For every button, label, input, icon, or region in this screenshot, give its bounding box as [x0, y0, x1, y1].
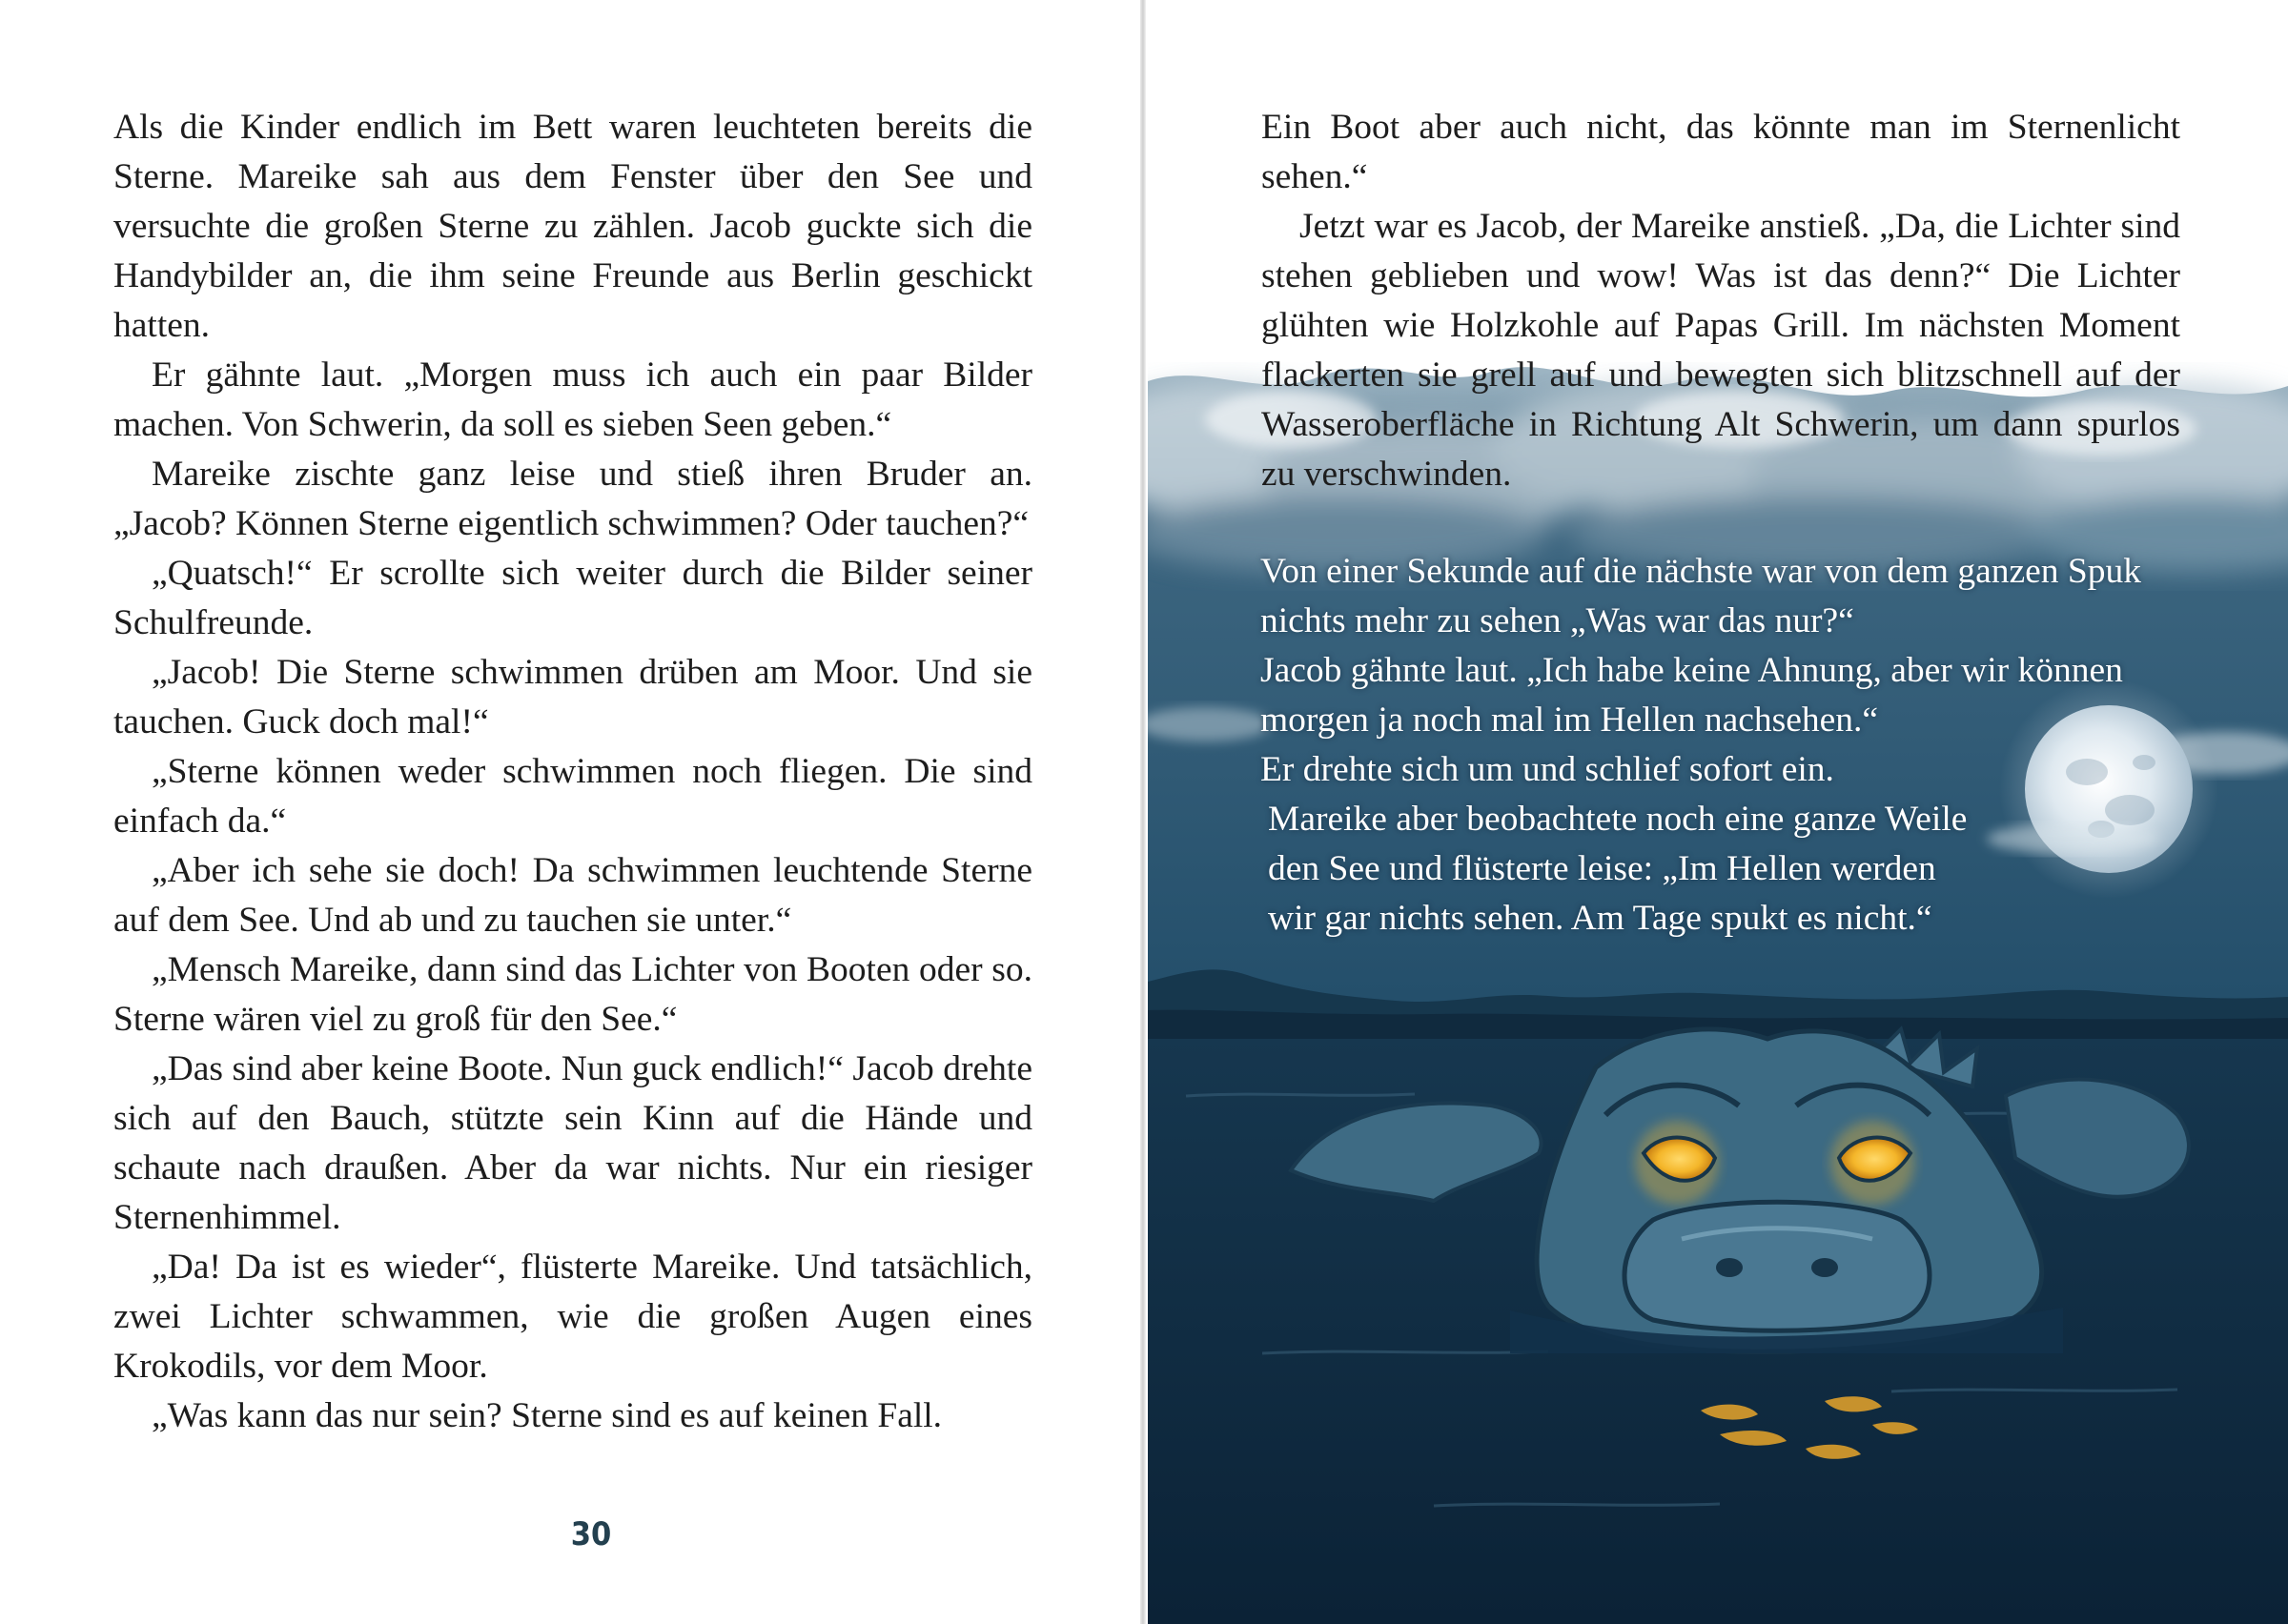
paragraph: Er gähnte laut. „Morgen muss ich auch ein paar Bilder machen. Von Schwerin, da soll es sieben Seen geben.“: [113, 355, 1032, 444]
text-line: nichts mehr zu sehen „Was war das nur?“: [1260, 601, 1854, 640]
paragraph: „Da! Da ist es wieder“, flüsterte Mareike. Und tatsächlich, zwei Lichter schwammen, wie die großen Augen eines Krokodils, vor dem Moor.: [113, 1248, 1032, 1386]
text-line: Jacob gähnte laut. „Ich habe keine Ahnung, aber wir können: [1260, 651, 2123, 690]
text-line: Von einer Sekunde auf die nächste war von dem ganzen Spuk: [1260, 552, 2142, 591]
page-number: 30: [570, 1515, 612, 1553]
text-line: wir gar nichts sehen. Am Tage spukt es nicht.“: [1268, 899, 1932, 938]
paragraph: „Das sind aber keine Boote. Nun guck endlich!“ Jacob drehte sich auf den Bauch, stützte sein Kinn auf die Hände und schaute nach draußen. Aber da war nichts. Nur ein riesiger Sternenhimmel.: [113, 1049, 1032, 1237]
paragraph: „Was kann das nur sein? Sterne sind es auf keinen Fall.: [152, 1396, 943, 1435]
paragraph: „Mensch Mareike, dann sind das Lichter von Booten oder so. Sterne wären viel zu groß für den See.“: [113, 950, 1032, 1039]
paragraph: Ein Boot aber auch nicht, das könnte man im Sternenlicht sehen.“: [1261, 108, 2180, 196]
paragraph: Als die Kinder endlich im Bett waren leuchteten bereits die Sterne. Mareike sah aus dem Fenster über den See und versuchte die großen Sterne zu zählen. Jacob guckte sich die Handybilder an, die ihm seine Freunde aus Berlin geschickt hatten.: [113, 108, 1032, 345]
text-line: Mareike aber beobachtete noch eine ganze Weile: [1268, 800, 1968, 839]
text-line: morgen ja noch mal im Hellen nachsehen.“: [1260, 700, 1879, 740]
paragraph: „Quatsch!“ Er scrollte sich weiter durch die Bilder seiner Schulfreunde.: [113, 554, 1032, 642]
right-page-text-top: [1261, 103, 2180, 499]
paragraph: „Aber ich sehe sie doch! Da schwimmen leuchtende Sterne auf dem See. Und ab und zu tauchen sie unter.“: [113, 851, 1032, 940]
paragraph: Jetzt war es Jacob, der Mareike anstieß. „Da, die Lichter sind stehen geblieben und wow! Was ist das denn?“ Die Lichter glühten wie Holzkohle auf Papas Grill. Im nächsten Moment flackerten sie grell auf und bewegten sich blitzschnell auf der Wasseroberfläche in Richtung Alt Schwerin, um dann spurlos zu verschwinden.: [1261, 207, 2180, 494]
paragraph: „Jacob! Die Sterne schwimmen drüben am Moor. Und sie tauchen. Guck doch mal!“: [113, 653, 1032, 741]
paragraph: „Sterne können weder schwimmen noch fliegen. Die sind einfach da.“: [113, 752, 1032, 841]
paragraph: Mareike zischte ganz leise und stieß ihren Bruder an. „Jacob? Können Sterne eigentlich schwimmen? Oder tauchen?“: [113, 455, 1032, 543]
right-page: [1148, 0, 2288, 1624]
text-line: Er drehte sich um und schlief sofort ein.: [1260, 750, 1834, 789]
book-gutter: [1140, 0, 1146, 1624]
left-page-text: [113, 103, 1032, 1441]
text-line: den See und flüsterte leise: „Im Hellen werden: [1268, 849, 1936, 888]
right-page-text-night: [1260, 547, 2195, 944]
